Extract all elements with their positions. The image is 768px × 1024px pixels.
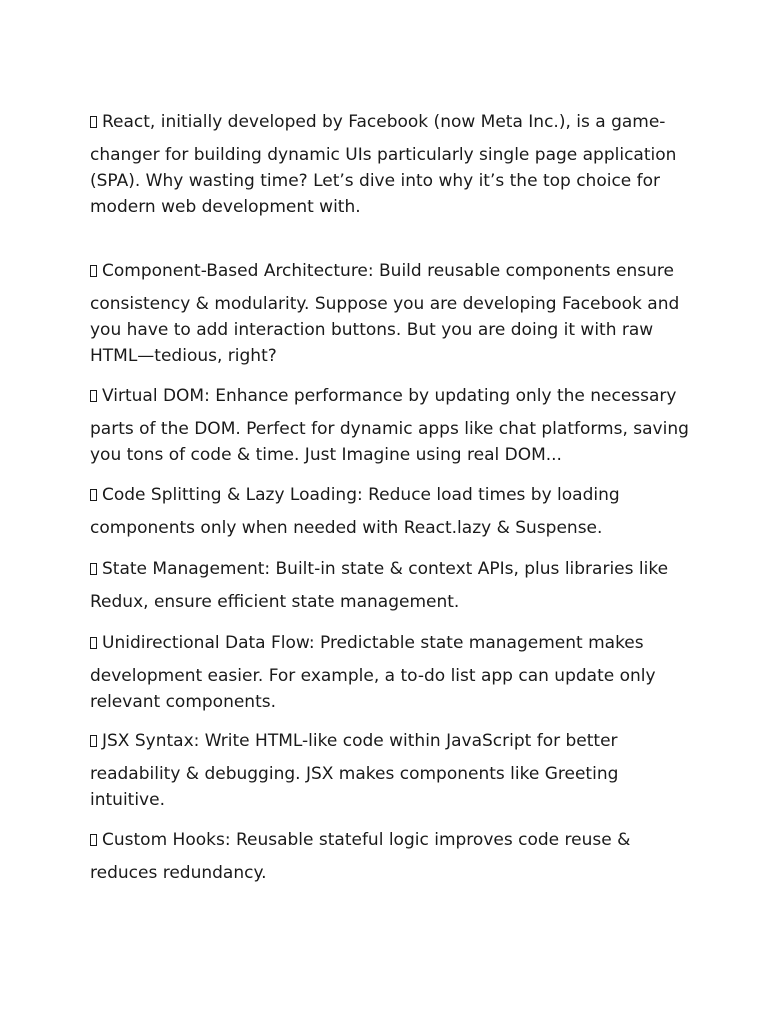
missing-glyph-box-icon [90, 637, 97, 649]
paragraph-line [90, 728, 690, 754]
intro-paragraph [90, 109, 690, 220]
feature-state-management [90, 556, 690, 615]
paragraph-line [90, 383, 690, 409]
missing-glyph-box-icon [90, 563, 97, 575]
missing-glyph-box-icon [90, 834, 97, 846]
missing-glyph-box-icon [90, 489, 97, 501]
paragraph-line: modern web development with. [90, 197, 361, 217]
paragraph-line [90, 258, 690, 284]
paragraph-line: Redux, ensure efficient state management. [90, 592, 460, 612]
paragraph-line: consistency & modularity. Suppose you are developing Facebook and [90, 294, 680, 314]
paragraph-line: changer for building dynamic UIs particularly single page application [90, 145, 677, 165]
missing-glyph-box-icon [90, 116, 97, 128]
paragraph-line: relevant components. [90, 692, 277, 712]
paragraph-line: reduces redundancy. [90, 863, 267, 883]
feature-jsx-syntax [90, 728, 690, 813]
paragraph-line: parts of the DOM. Perfect for dynamic apps like chat platforms, saving [90, 419, 689, 439]
paragraph-line: development easier. For example, a to-do list app can update only [90, 666, 656, 686]
line-text: React, initially developed by Facebook (now Meta Inc.), is a game- [102, 112, 666, 132]
paragraph-line [90, 556, 690, 582]
feature-code-splitting [90, 482, 690, 541]
missing-glyph-box-icon [90, 735, 97, 747]
paragraph-line: intuitive. [90, 790, 165, 810]
paragraph-line: HTML—tedious, right? [90, 346, 277, 366]
paragraph-line: you tons of code & time. Just Imagine using real DOM... [90, 445, 562, 465]
paragraph-line [90, 482, 690, 508]
line-text: Custom Hooks: Reusable stateful logic improves code reuse & [102, 830, 631, 850]
paragraph-line: components only when needed with React.lazy & Suspense. [90, 518, 603, 538]
paragraph-line [90, 109, 690, 135]
feature-unidirectional-data-flow [90, 630, 690, 715]
line-text: Component-Based Architecture: Build reusable components ensure [102, 261, 674, 281]
missing-glyph-box-icon [90, 390, 97, 402]
feature-component-based [90, 258, 690, 369]
line-text: Virtual DOM: Enhance performance by updating only the necessary [102, 386, 677, 406]
paragraph-line [90, 827, 690, 853]
paragraph-line: you have to add interaction buttons. But you are doing it with raw [90, 320, 654, 340]
feature-virtual-dom [90, 383, 690, 468]
missing-glyph-box-icon [90, 265, 97, 277]
line-text: State Management: Built-in state & context APIs, plus libraries like [102, 559, 669, 579]
feature-custom-hooks [90, 827, 690, 886]
line-text: Code Splitting & Lazy Loading: Reduce load times by loading [102, 485, 620, 505]
paragraph-line: (SPA). Why wasting time? Let’s dive into why it’s the top choice for [90, 171, 661, 191]
line-text: JSX Syntax: Write HTML-like code within JavaScript for better [102, 731, 618, 751]
paragraph-line: readability & debugging. JSX makes components like Greeting [90, 764, 619, 784]
line-text: Unidirectional Data Flow: Predictable state management makes [102, 633, 644, 653]
paragraph-line [90, 630, 690, 656]
